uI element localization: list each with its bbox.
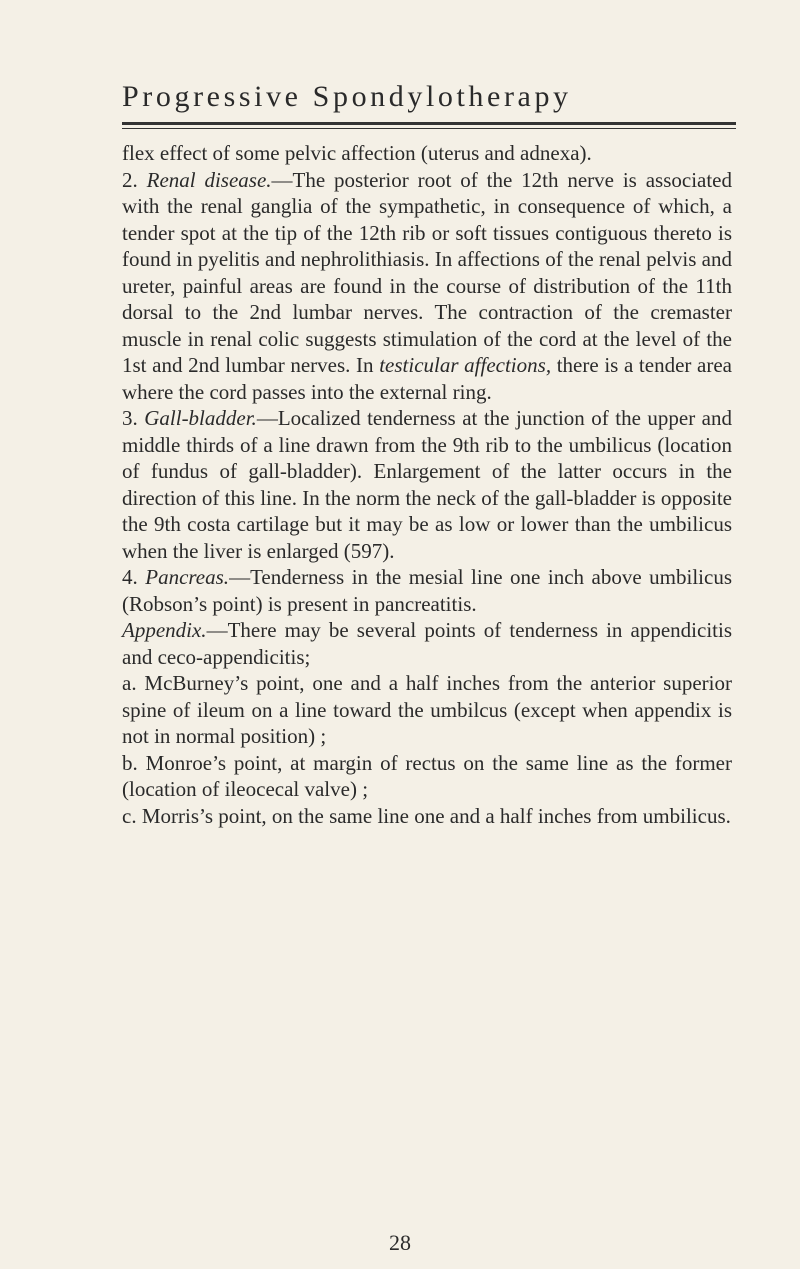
item-number: 4. [122,565,138,589]
running-header: Progressive Spondylotherapy [122,80,572,113]
section-heading-pancreas: Pancreas. [145,565,230,589]
section-heading-renal: Renal disease. [146,167,272,192]
paragraph-appendix: Appendix.—There may be several points of tenderness in appendicitis and ceco-appendicitis; [122,618,732,669]
section-heading-appendix: Appendix. [122,618,207,642]
paragraph-gall-bladder: 3. Gall-bladder.—Localized tenderness at the junction of the upper and middle thirds of a line drawn from the 9th rib to the umbilicus (location of fundus of gall-bladder). Enlargement of the latter occurs in the direction of this line. In the norm the neck of the gall-bladder is opposite the 9th costa cartilage but it may be as low or lower than the umbilicus when the liver is enlarged (597). [122,406,733,563]
page-number: 28 [389,1230,411,1255]
paragraph-continuation: flex effect of some pelvic affection (uterus and adnexa). [122,141,592,165]
list-item-a: a. McBurney’s point, one and a half inches from the anterior superior spine of ileum on a line toward the umbilcus (except when appendix is not in normal position) ; [122,671,732,748]
header-rule-thick [122,122,736,125]
item-number: 3. [122,406,138,430]
item-number: 2. [122,167,138,192]
paragraph-pancreas: 4. Pancreas.—Tenderness in the mesial line one inch above umbilicus (Robson’s point) is present in pancreatitis. [122,565,732,616]
paragraph-renal-disease: 2. Renal disease.—The posterior root of the 12th nerve is associated with the renal ganglia of the sympathetic, in consequence of which, a tender spot at the tip of the 12th rib or soft tissues contiguous thereto is found in pyelitis and nephrolithiasis. In affections of the renal pelvis and ureter, painful areas are found in the course of distribution of the 11th dorsal to the 2nd lumbar nerves. The contraction of the cremaster muscle in renal colic suggests stimulation of the cord at the level of the 1st and 2nd lumbar nerves. In testicular affections, there is a tender area where the cord passes into the external ring. [122,167,733,404]
list-item-c: c. Morris’s point, on the same line one and a half inches from umbilicus. [122,803,731,828]
section-heading-gall-bladder: Gall-bladder. [144,406,257,430]
header-rule-thin [122,128,736,129]
body-text [122,140,732,829]
list-item-b: b. Monroe’s point, at margin of rectus on the same line as the former (location of ileocecal valve) ; [122,750,732,801]
inline-italic-testicular: testicular affections, [379,353,552,377]
